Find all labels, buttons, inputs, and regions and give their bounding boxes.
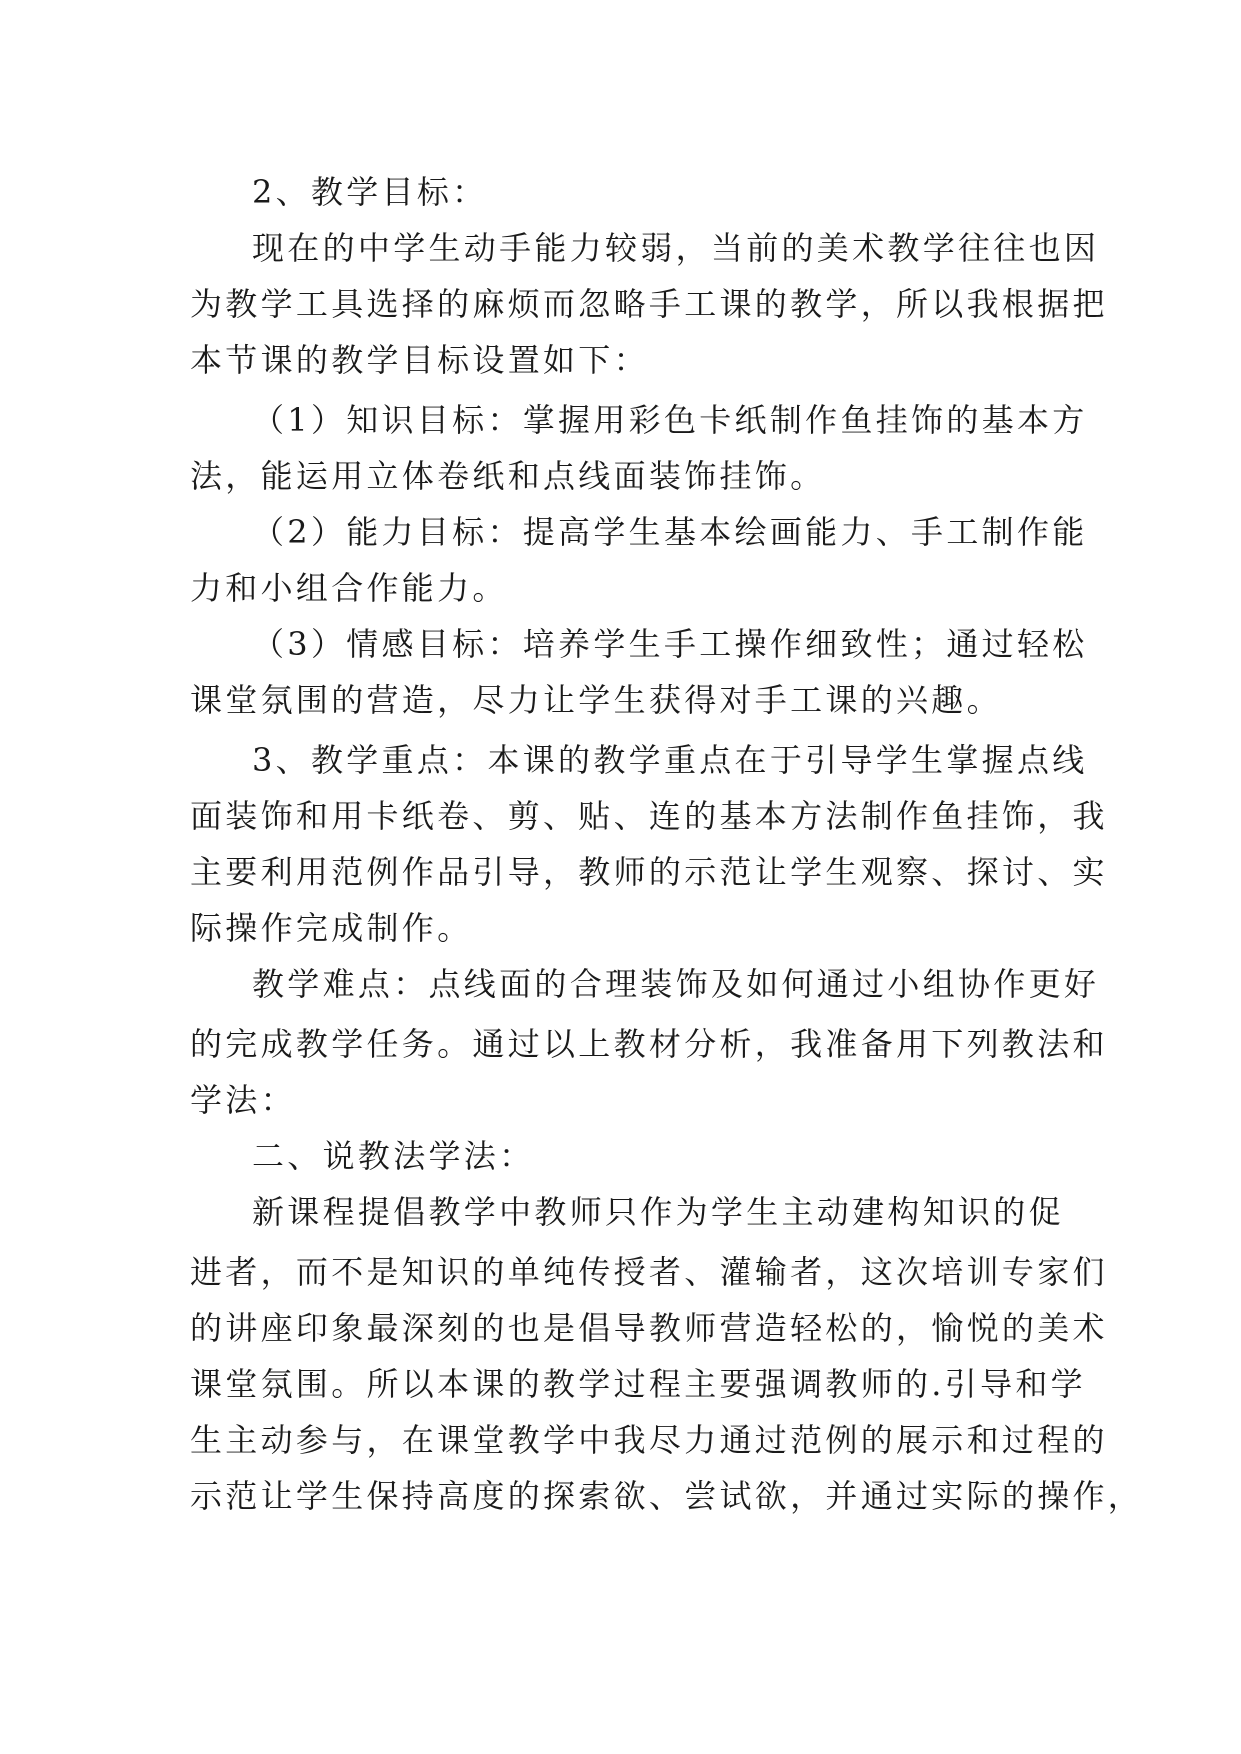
paragraph-line: 的完成教学任务。通过以上教材分析，我准备用下列教法和 xyxy=(190,1025,1108,1063)
paragraph-line: 课堂氛围。所以本课的教学过程主要强调教师的.引导和学 xyxy=(190,1365,1086,1403)
paragraph-line: 示范让学生保持高度的探索欲、尝试欲，并通过实际的操作， xyxy=(190,1477,1144,1515)
paragraph-line: 新课程提倡教学中教师只作为学生主动建构知识的促 xyxy=(252,1193,1064,1231)
paragraph-line: 进者，而不是知识的单纯传授者、灌输者，这次培训专家们 xyxy=(190,1253,1108,1291)
goal-item-emotion: （3）情感目标：培养学生手工操作细致性；通过轻松 xyxy=(252,625,1088,663)
paragraph-line: 本节课的教学目标设置如下： xyxy=(190,341,649,379)
paragraph-line: 力和小组合作能力。 xyxy=(190,569,508,607)
section-heading-methods: 二、说教法学法： xyxy=(252,1137,535,1175)
section-heading-teaching-goals: 2、教学目标： xyxy=(252,173,488,211)
goal-item-ability: （2）能力目标：提高学生基本绘画能力、手工制作能 xyxy=(252,513,1088,551)
goal-item-knowledge: （1）知识目标：掌握用彩色卡纸制作鱼挂饰的基本方 xyxy=(252,401,1088,439)
paragraph-line: 面装饰和用卡纸卷、剪、贴、连的基本方法制作鱼挂饰，我 xyxy=(190,797,1108,835)
paragraph-line: 生主动参与，在课堂教学中我尽力通过范例的展示和过程的 xyxy=(190,1421,1108,1459)
paragraph-line: 法，能运用立体卷纸和点线面装饰挂饰。 xyxy=(190,457,826,495)
difficult-points-paragraph: 教学难点：点线面的合理装饰及如何通过小组协作更好 xyxy=(252,965,1100,1003)
paragraph-line: 的讲座印象最深刻的也是倡导教师营造轻松的，愉悦的美术 xyxy=(190,1309,1108,1347)
paragraph-line: 主要利用范例作品引导，教师的示范让学生观察、探讨、实 xyxy=(190,853,1108,891)
section-heading-key-points: 3、教学重点：本课的教学重点在于引导学生掌握点线 xyxy=(252,741,1088,779)
paragraph-line: 学法： xyxy=(190,1081,296,1119)
paragraph-line: 现在的中学生动手能力较弱，当前的美术教学往往也因 xyxy=(252,229,1100,267)
paragraph-line: 为教学工具选择的麻烦而忽略手工课的教学，所以我根据把 xyxy=(190,285,1108,323)
paragraph-line: 际操作完成制作。 xyxy=(190,909,473,947)
paragraph-line: 课堂氛围的营造，尽力让学生获得对手工课的兴趣。 xyxy=(190,681,1002,719)
